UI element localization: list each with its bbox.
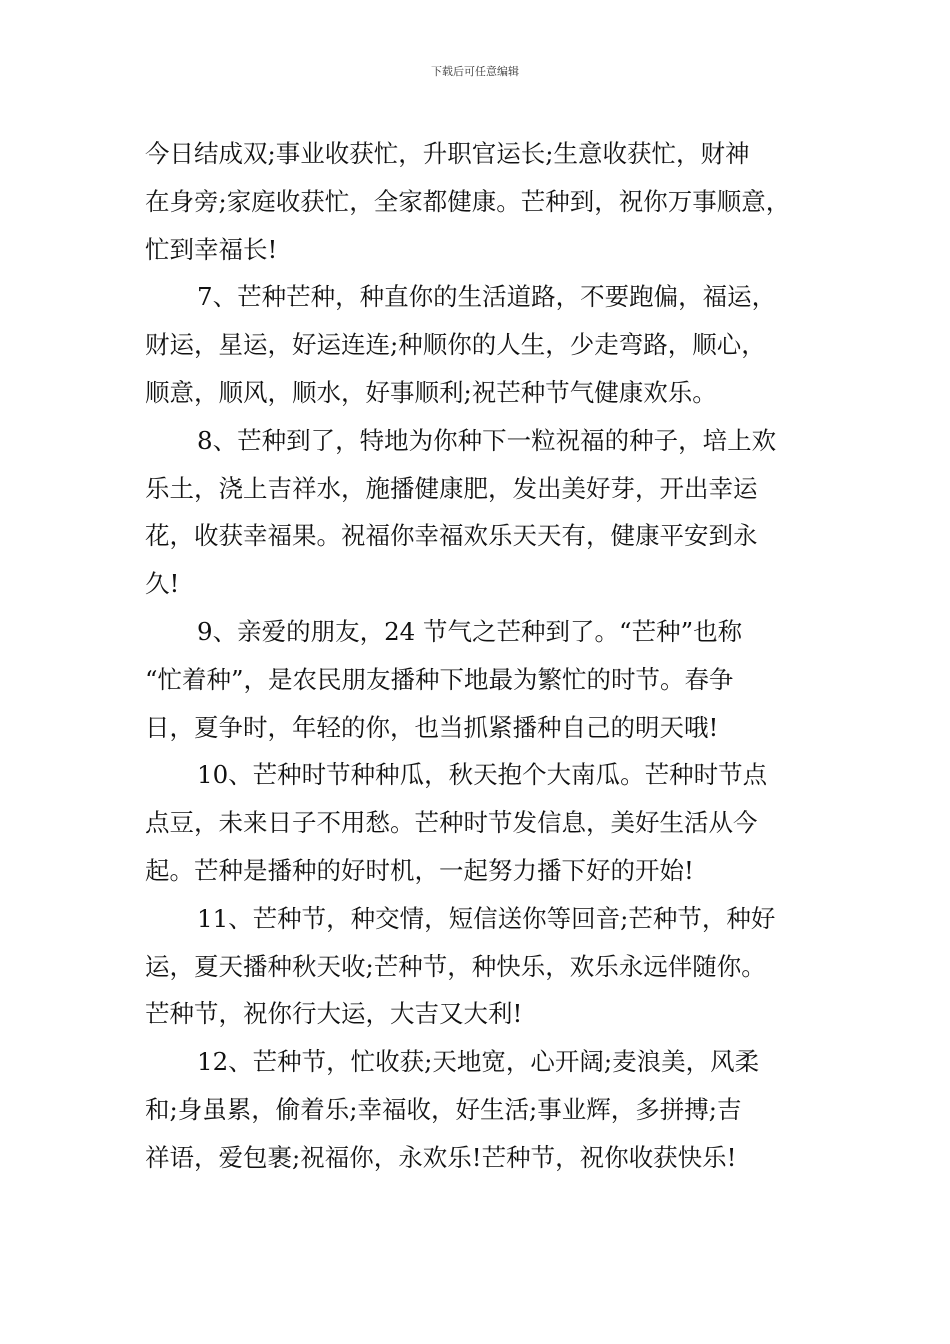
text-line: 今日结成双;事业收获忙，升职官运长;生意收获忙，财神 [145,139,750,168]
text-line: 日，夏争时，年轻的你，也当抓紧播种自己的明天哦! [145,712,719,742]
page-header: 下载后可任意编辑 [431,65,519,78]
text-line: “忙着种”，是农民朋友播种下地最为繁忙的时节。春争 [145,664,734,694]
text-line: 8、芒种到了，特地为你种下一粒祝福的种子，培上欢 [197,425,777,455]
text-line: 运，夏天播种秋天收;芒种节，种快乐，欢乐永远伴随你。 [145,951,766,981]
text-line: 9、亲爱的朋友，24 节气之芒种到了。“芒种”也称 [197,616,743,646]
text-line: 财运，星运，好运连连;种顺你的人生，少走弯路，顺心， [145,330,766,360]
text-line: 12、芒种节，忙收获;天地宽，心开阔;麦浪美，风柔 [197,1047,760,1077]
text-line: 11、芒种节，种交情，短信送你等回音;芒种节，种好 [197,903,776,933]
text-line: 在身旁;家庭收获忙，全家都健康。芒种到，祝你万事顺意， [145,186,791,216]
text-line: 点豆，未来日子不用愁。芒种时节发信息，美好生活从今 [145,808,758,838]
text-line: 祥语，爱包裹;祝福你，永欢乐!芒种节，祝你收获快乐! [145,1142,737,1172]
text-line: 忙到幸福长! [145,234,278,264]
text-line: 乐土，浇上吉祥水，施播健康肥，发出美好芽，开出幸运 [145,473,758,503]
document-body [145,130,825,1182]
text-line: 7、芒种芒种，种直你的生活道路，不要跑偏，福运， [197,282,777,312]
text-line: 起。芒种是播种的好时机，一起努力播下好的开始! [145,855,694,885]
text-line: 花，收获幸福果。祝福你幸福欢乐天天有，健康平安到永 [145,521,758,551]
text-line: 顺意，顺风，顺水，好事顺利;祝芒种节气健康欢乐。 [145,377,717,407]
text-line: 芒种节，祝你行大运，大吉又大利! [145,999,523,1029]
text-line: 久! [145,569,180,599]
text-line: 和;身虽累，偷着乐;幸福收，好生活;事业辉，多拼搏;吉 [145,1094,742,1124]
text-line: 10、芒种时节种种瓜，秋天抱个大南瓜。芒种时节点 [197,760,768,790]
